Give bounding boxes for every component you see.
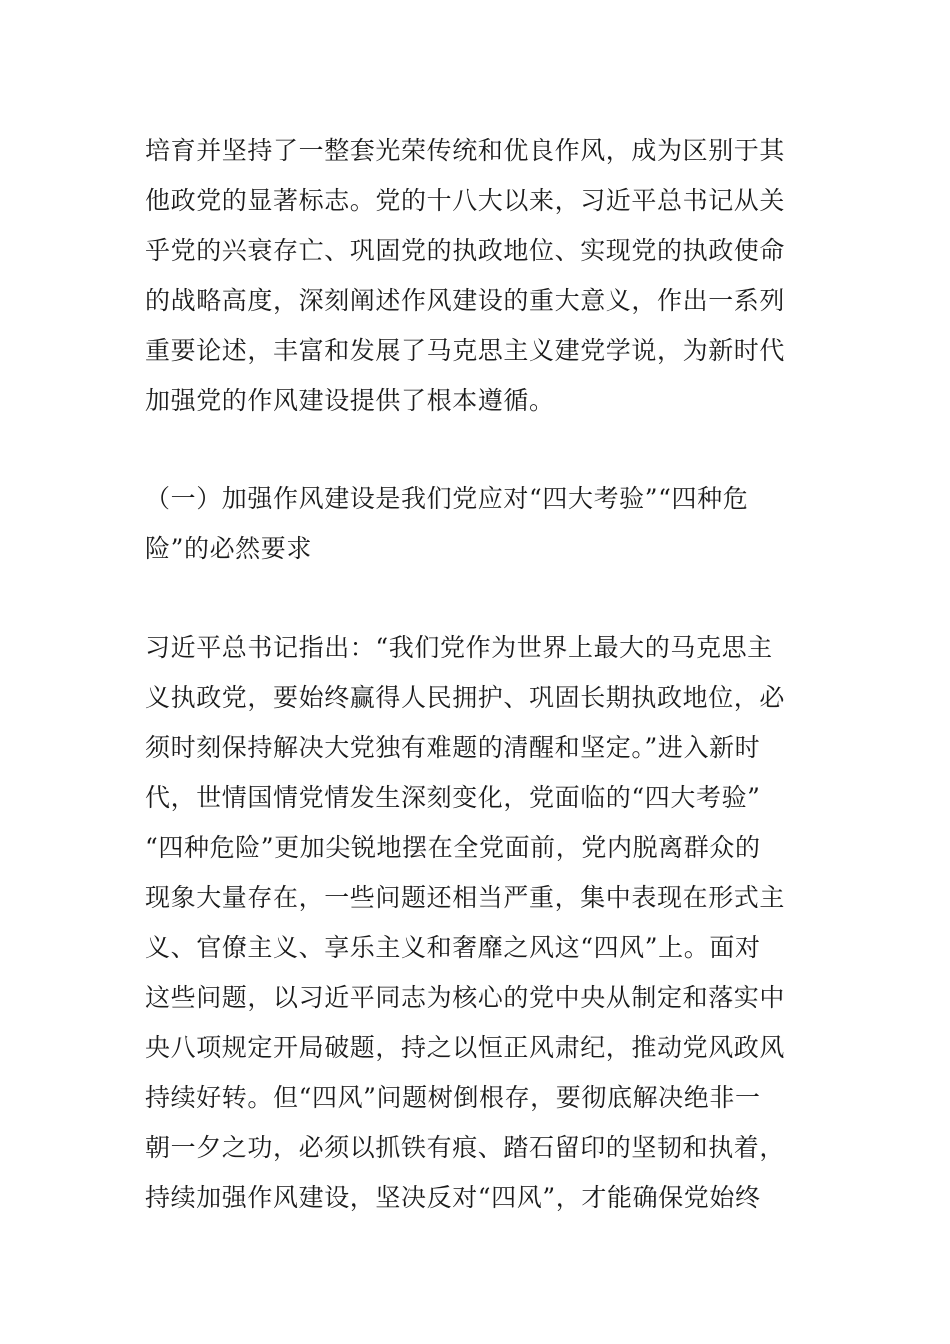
text-line: 加强党的作风建设提供了根本遵循。	[145, 386, 555, 415]
body-paragraph	[145, 623, 810, 1223]
text-line: 义执政党，要始终赢得人民拥护、巩固长期执政地位，必	[145, 683, 786, 712]
text-line: “四种危险”更加尖锐地摆在全党面前，党内脱离群众的	[145, 833, 761, 862]
text-line: 朝一夕之功，必须以抓铁有痕、踏石留印的坚韧和执着，	[145, 1133, 786, 1162]
text-line: 重要论述，丰富和发展了马克思主义建党学说，为新时代	[145, 336, 786, 365]
text-line: 习近平总书记指出：“我们党作为世界上最大的马克思主	[145, 633, 773, 662]
text-line: 他政党的显著标志。党的十八大以来，习近平总书记从关	[145, 186, 786, 215]
text-line: 代，世情国情党情发生深刻变化，党面临的“四大考验”	[145, 783, 761, 812]
text-line: 须时刻保持解决大党独有难题的清醒和坚定。”进入新时	[145, 733, 761, 762]
text-line: 培育并坚持了一整套光荣传统和优良作风，成为区别于其	[145, 136, 786, 165]
text-line: 义、官僚主义、享乐主义和奢靡之风这“四风”上。面对	[145, 933, 761, 962]
text-line: 的战略高度，深刻阐述作风建设的重大意义，作出一系列	[145, 286, 786, 315]
text-line: 现象大量存在，一些问题还相当严重，集中表现在形式主	[145, 883, 786, 912]
heading-line: 险”的必然要求	[145, 534, 312, 563]
text-line: 这些问题，以习近平同志为核心的党中央从制定和落实中	[145, 983, 786, 1012]
section-heading	[145, 474, 810, 574]
text-line: 持续好转。但“四风”问题树倒根存，要彻底解决绝非一	[145, 1083, 761, 1112]
heading-line: （一）加强作风建设是我们党应对“四大考验”“四种危	[145, 484, 749, 513]
text-line: 乎党的兴衰存亡、巩固党的执政地位、实现党的执政使命	[145, 236, 786, 265]
text-line: 持续加强作风建设，坚决反对“四风”，才能确保党始终	[145, 1183, 761, 1212]
text-line: 央八项规定开局破题，持之以恒正风肃纪，推动党风政风	[145, 1033, 786, 1062]
body-paragraph	[145, 126, 810, 426]
